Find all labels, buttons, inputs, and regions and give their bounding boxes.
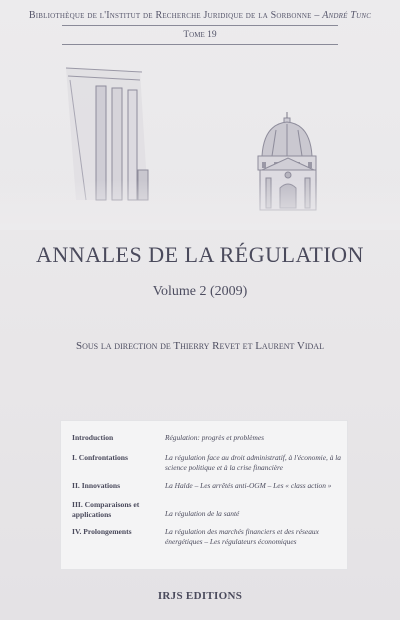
toc-label: Introduction <box>72 433 114 442</box>
toc-label: I. Confrontations <box>72 453 128 462</box>
toc-label: III. Comparaisons et applications <box>72 500 140 519</box>
editors-line: Sous la direction de Thierry Revet et Laurent Vidal <box>76 340 324 352</box>
series-main: Bibliothèque de l'Institut de Recherche Juridique de la Sorbonne – <box>28 10 323 21</box>
tome-number: Tome 19 <box>183 30 217 40</box>
toc-value: La régulation face au droit administratif, à l'économie, à la science politique et à la crise financière <box>165 453 342 472</box>
contents-box <box>60 420 348 570</box>
header-rule-top <box>62 25 338 26</box>
toc-value: La régulation de la santé <box>165 509 240 518</box>
series-title <box>0 10 400 21</box>
toc-value: La régulation des marchés financiers et des réseaux énergétiques – Les régulateurs économiques <box>165 527 319 546</box>
header-rule-bottom <box>62 44 338 45</box>
publisher-name: IRJS EDITIONS <box>157 590 243 602</box>
toc-value: La Halde – Les arrêtés anti-OGM – Les « class action » <box>165 481 332 490</box>
toc-label: II. Innovations <box>72 481 121 490</box>
book-title: ANNALES DE LA RÉGULATION <box>36 242 364 267</box>
volume-label: Volume 2 (2009) <box>152 284 248 299</box>
sorbonne-illustration <box>0 50 400 230</box>
toc-value: Régulation: progrès et problèmes <box>165 433 265 442</box>
series-author: André Tunc <box>322 10 372 21</box>
toc-label: IV. Prolongements <box>72 527 132 536</box>
